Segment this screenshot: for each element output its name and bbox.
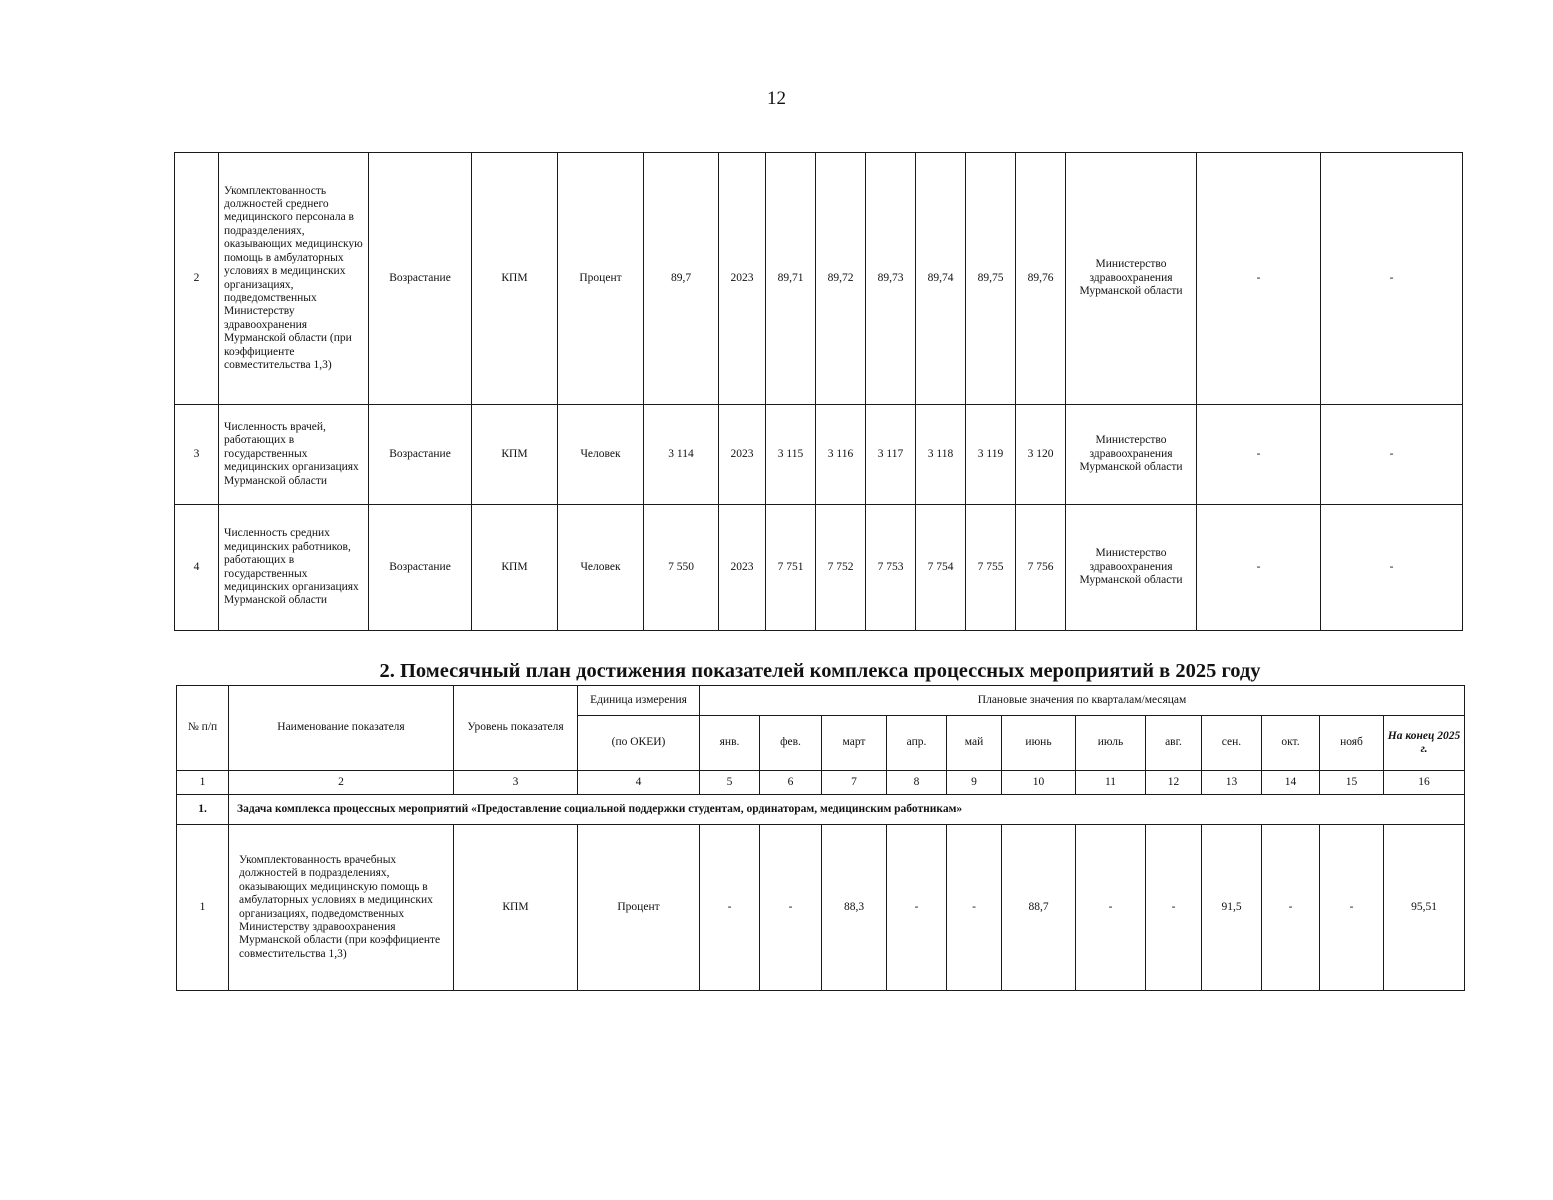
- header-name: Наименование показателя: [229, 686, 454, 771]
- year-value: 7 751: [766, 505, 816, 631]
- header-month: нояб: [1320, 716, 1384, 771]
- month-value: -: [760, 825, 822, 991]
- year-value: 7 756: [1016, 505, 1066, 631]
- year-value: 89,72: [816, 153, 866, 405]
- header-unit: Единица измерения: [578, 686, 700, 716]
- year-value: 89,76: [1016, 153, 1066, 405]
- row-number: 2: [175, 153, 219, 405]
- year-value: 3 117: [866, 405, 916, 505]
- month-value: -: [1076, 825, 1146, 991]
- header-month: авг.: [1146, 716, 1202, 771]
- month-value: -: [1320, 825, 1384, 991]
- header-end-of-year: На конец 2025 г.: [1384, 716, 1465, 771]
- header-plan: Плановые значения по кварталам/месяцам: [700, 686, 1465, 716]
- year-value: 3 120: [1016, 405, 1066, 505]
- column-number: 15: [1320, 771, 1384, 795]
- column-number: 13: [1202, 771, 1262, 795]
- header-month: окт.: [1262, 716, 1320, 771]
- header-month: май: [947, 716, 1002, 771]
- year-value: 89,74: [916, 153, 966, 405]
- month-value: -: [700, 825, 760, 991]
- header-month: июль: [1076, 716, 1146, 771]
- column-number: 16: [1384, 771, 1465, 795]
- month-value: -: [1146, 825, 1202, 991]
- base-year: 2023: [719, 505, 766, 631]
- column-number: 1: [177, 771, 229, 795]
- month-value: -: [1262, 825, 1320, 991]
- row-number: 4: [175, 505, 219, 631]
- indicator-trend: Возрастание: [369, 153, 472, 405]
- year-value: 89,71: [766, 153, 816, 405]
- link-cell: -: [1197, 505, 1321, 631]
- info-system-cell: -: [1321, 405, 1463, 505]
- info-system-cell: -: [1321, 153, 1463, 405]
- column-number: 11: [1076, 771, 1146, 795]
- header-month: июнь: [1002, 716, 1076, 771]
- indicator-level: КПМ: [472, 153, 558, 405]
- table-row: [177, 825, 1465, 991]
- header-month: апр.: [887, 716, 947, 771]
- base-value: 7 550: [644, 505, 719, 631]
- column-number-row: [177, 771, 1465, 795]
- table-row: [175, 405, 1463, 505]
- indicator-name: Численность врачей, работающих в государственных медицинских организациях Мурманской области: [219, 405, 369, 505]
- header-month: март: [822, 716, 887, 771]
- column-number: 4: [578, 771, 700, 795]
- year-value: 7 754: [916, 505, 966, 631]
- column-number: 10: [1002, 771, 1076, 795]
- column-number: 5: [700, 771, 760, 795]
- year-value: 3 116: [816, 405, 866, 505]
- column-number: 9: [947, 771, 1002, 795]
- table-row: [175, 505, 1463, 631]
- column-number: 6: [760, 771, 822, 795]
- section-title: 2. Помесячный план достижения показателей комплекса процессных мероприятий в 2025 году: [379, 660, 1261, 682]
- month-value: 91,5: [1202, 825, 1262, 991]
- month-value: -: [887, 825, 947, 991]
- indicator-level: КПМ: [472, 505, 558, 631]
- column-number: 8: [887, 771, 947, 795]
- page-number: 12: [767, 88, 786, 109]
- responsible-body: Министерство здравоохранения Мурманской области: [1066, 405, 1197, 505]
- base-value: 89,7: [644, 153, 719, 405]
- indicator-unit: Процент: [578, 825, 700, 991]
- column-number: 12: [1146, 771, 1202, 795]
- indicator-unit: Процент: [558, 153, 644, 405]
- column-number: 3: [454, 771, 578, 795]
- header-num: № п/п: [177, 686, 229, 771]
- end-of-year-value: 95,51: [1384, 825, 1465, 991]
- year-value: 3 118: [916, 405, 966, 505]
- base-year: 2023: [719, 153, 766, 405]
- year-value: 89,73: [866, 153, 916, 405]
- month-value: 88,3: [822, 825, 887, 991]
- base-value: 3 114: [644, 405, 719, 505]
- info-system-cell: -: [1321, 505, 1463, 631]
- row-number: 1: [177, 825, 229, 991]
- year-value: 7 753: [866, 505, 916, 631]
- header-unit-okei: (по ОКЕИ): [578, 716, 700, 771]
- header-row: [177, 686, 1465, 716]
- indicator-trend: Возрастание: [369, 405, 472, 505]
- indicators-table: [174, 152, 1463, 631]
- link-cell: -: [1197, 405, 1321, 505]
- column-number: 14: [1262, 771, 1320, 795]
- year-value: 7 752: [816, 505, 866, 631]
- year-value: 3 115: [766, 405, 816, 505]
- responsible-body: Министерство здравоохранения Мурманской области: [1066, 505, 1197, 631]
- task-title: Задача комплекса процессных мероприятий «Предоставление социальной поддержки студентам, ординаторам, медицинским работникам»: [229, 795, 1465, 825]
- base-year: 2023: [719, 405, 766, 505]
- indicator-trend: Возрастание: [369, 505, 472, 631]
- header-month: сен.: [1202, 716, 1262, 771]
- monthly-plan-table: [176, 685, 1465, 991]
- header-month: янв.: [700, 716, 760, 771]
- row-number: 3: [175, 405, 219, 505]
- year-value: 89,75: [966, 153, 1016, 405]
- indicator-level: КПМ: [472, 405, 558, 505]
- link-cell: -: [1197, 153, 1321, 405]
- indicator-name: Численность средних медицинских работников, работающих в государственных медицинских организациях Мурманской области: [219, 505, 369, 631]
- indicator-unit: Человек: [558, 405, 644, 505]
- task-row: [177, 795, 1465, 825]
- column-number: 7: [822, 771, 887, 795]
- responsible-body: Министерство здравоохранения Мурманской области: [1066, 153, 1197, 405]
- task-number: 1.: [177, 795, 229, 825]
- header-month: фев.: [760, 716, 822, 771]
- year-value: 7 755: [966, 505, 1016, 631]
- indicator-name: Укомплектованность должностей среднего медицинского персонала в подразделениях, оказывающих медицинскую помощь в амбулаторных условиях в медицинских организациях, подведомственных Министерству здравоохранения Мурманской области (при коэффициенте совместительства 1,3): [219, 153, 369, 405]
- year-value: 3 119: [966, 405, 1016, 505]
- indicator-level: КПМ: [454, 825, 578, 991]
- month-value: 88,7: [1002, 825, 1076, 991]
- month-value: -: [947, 825, 1002, 991]
- column-number: 2: [229, 771, 454, 795]
- indicator-unit: Человек: [558, 505, 644, 631]
- header-level: Уровень показателя: [454, 686, 578, 771]
- indicator-name: Укомплектованность врачебных должностей в подразделениях, оказывающих медицинскую помощь в амбулаторных условиях в медицинских организациях, подведомственных Министерству здравоохранения Мурманской области (при коэффициенте совместительства 1,3): [229, 825, 454, 991]
- table-row: [175, 153, 1463, 405]
